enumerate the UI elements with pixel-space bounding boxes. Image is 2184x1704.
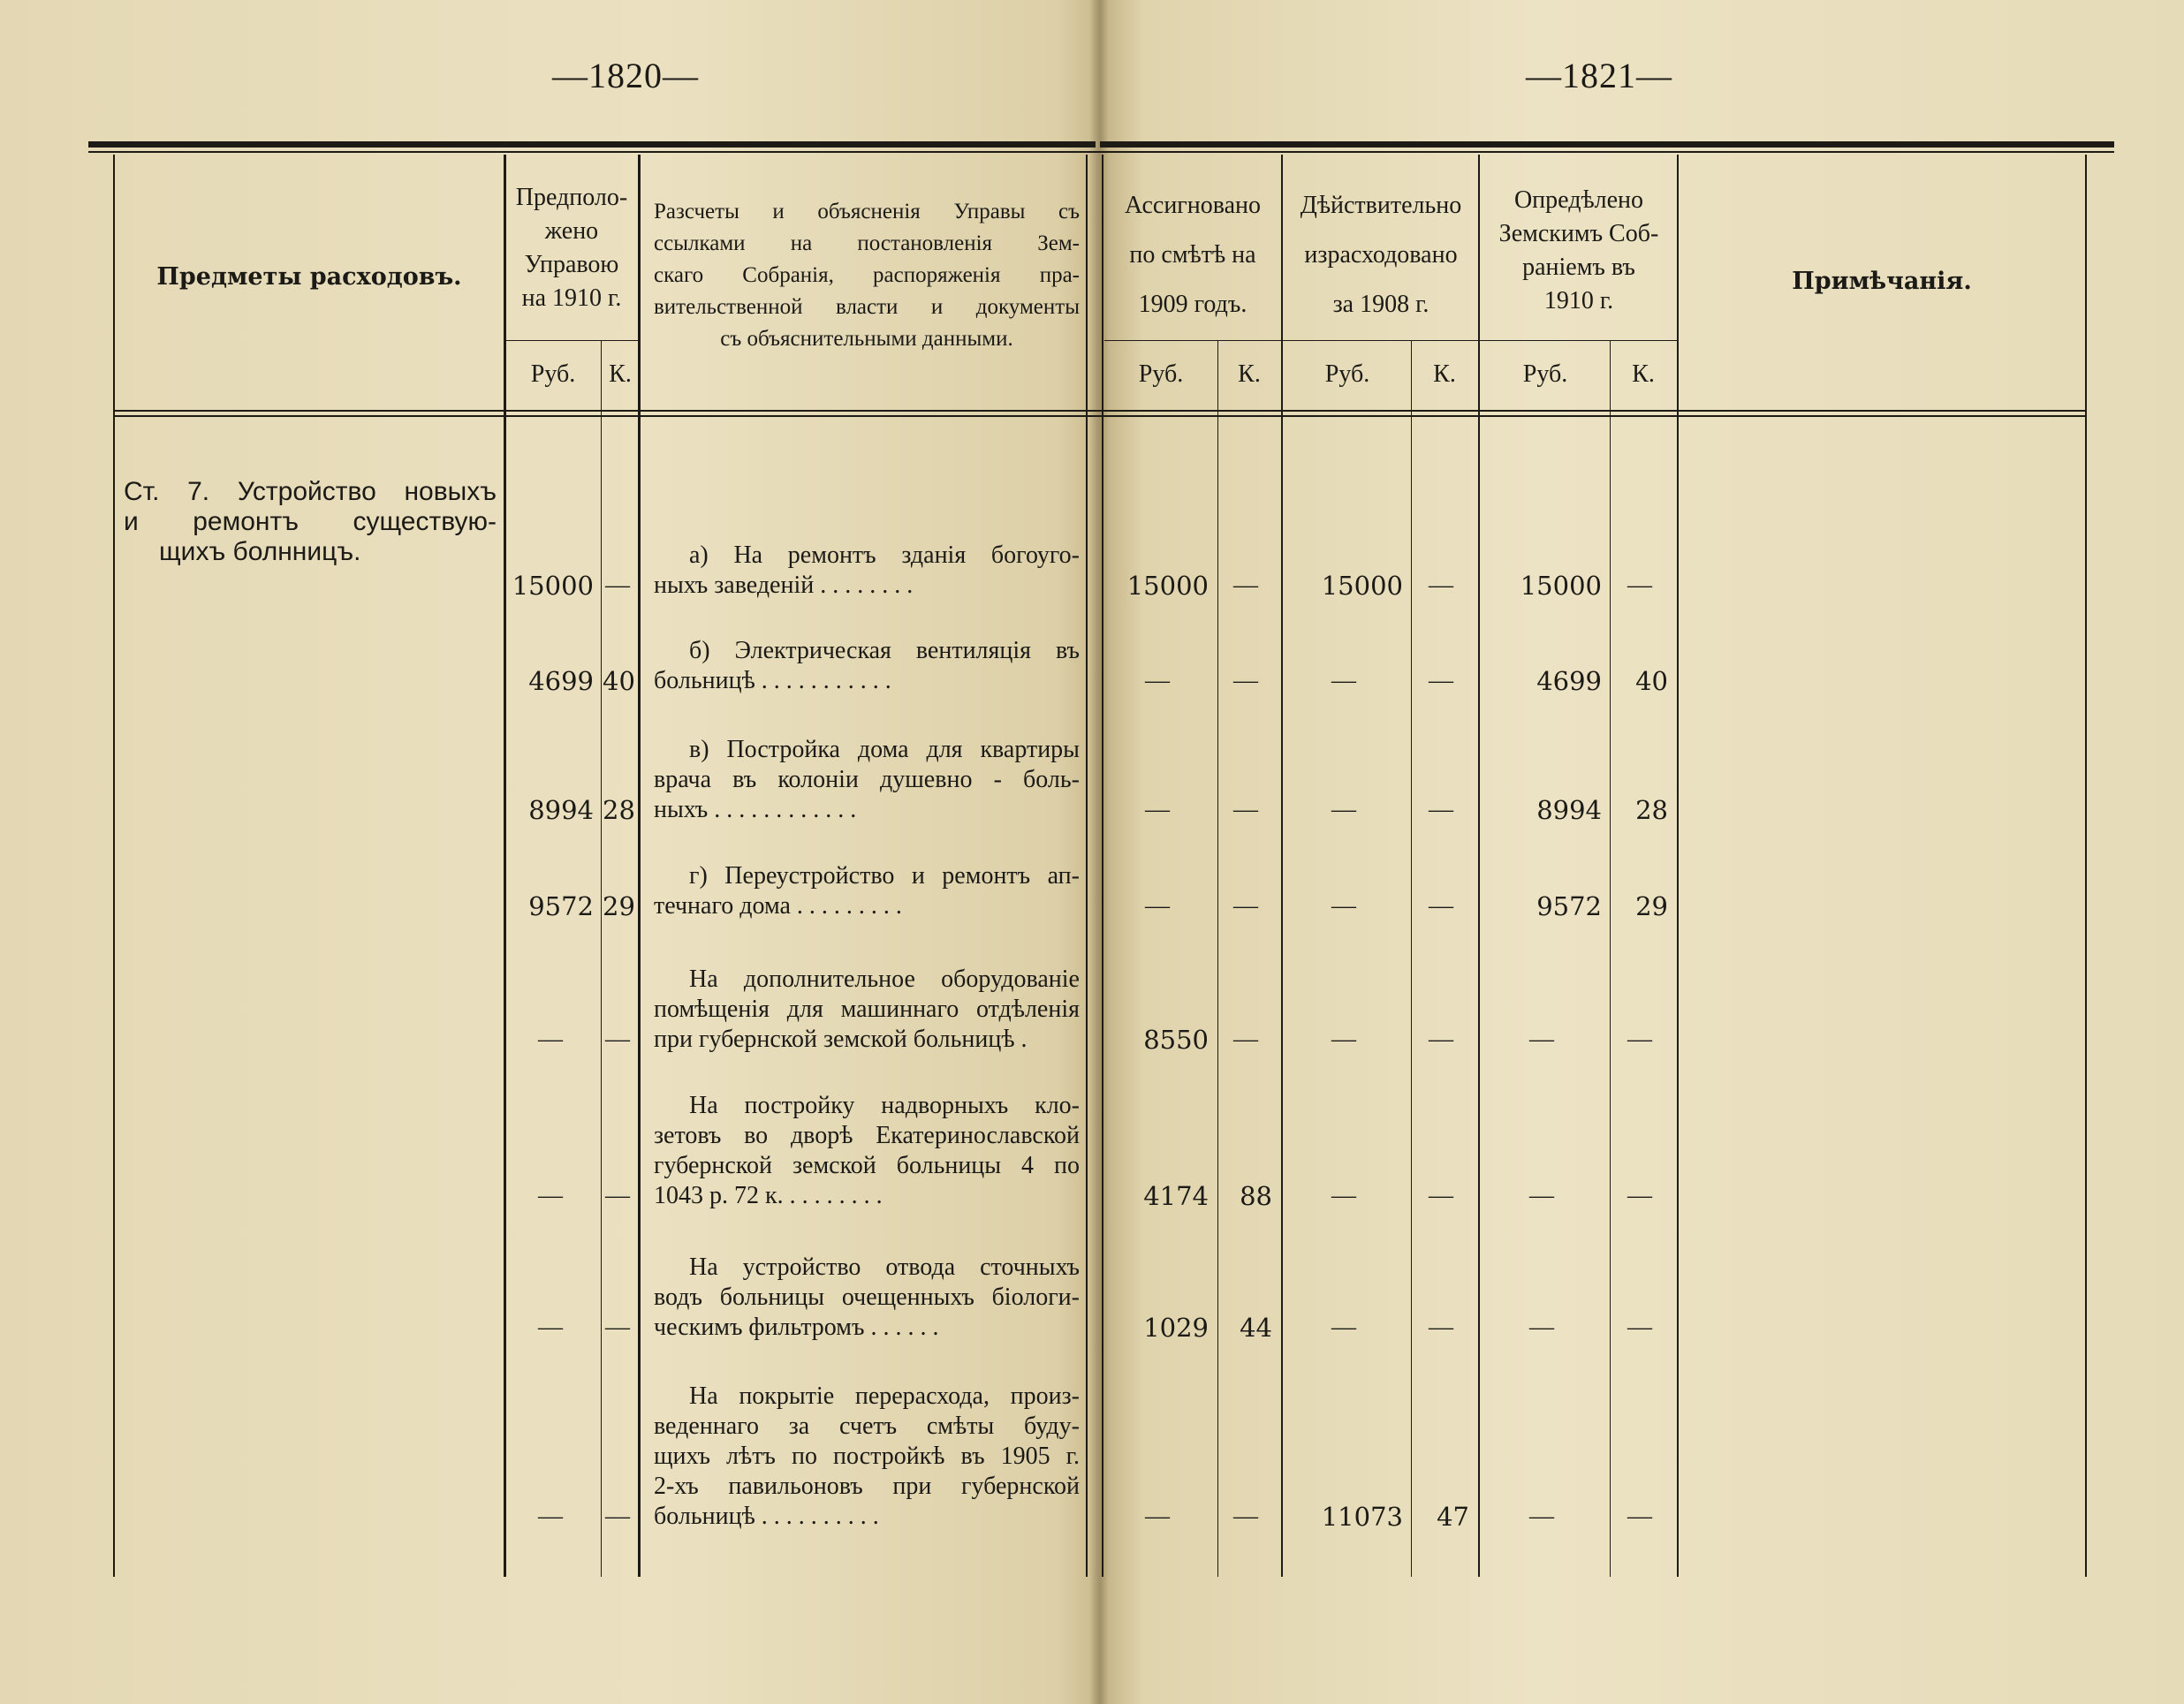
row-value-s-kop: — <box>1429 1182 1453 1209</box>
row-description-line: б) Электрическая вентиляція въ <box>689 637 1080 664</box>
article-line: Ст. 7. Устройство новыхъ <box>124 477 497 506</box>
header-kop: К. <box>1238 360 1261 388</box>
row-value-d-rub: — <box>1529 1026 1554 1053</box>
right-page-number: —1821— <box>1526 56 1672 95</box>
header-rule-1 <box>115 410 2085 412</box>
row-value-p-kop: 40 <box>603 666 635 696</box>
row-description-line: при губернской земской больницѣ . <box>654 1026 1028 1053</box>
col-rule <box>1411 340 1412 1577</box>
row-value-p-rub: 9572 <box>528 891 594 921</box>
row-value-s-kop: — <box>1429 1026 1453 1053</box>
header-kop: К. <box>609 360 632 388</box>
row-value-p-rub: — <box>538 1026 563 1053</box>
row-description-line: врача въ колоніи душевно - боль- <box>654 766 1080 793</box>
row-description-line: На покрытіе перерасхода, произ- <box>689 1382 1080 1410</box>
row-value-s-kop: 47 <box>1437 1502 1469 1532</box>
header-proposed <box>507 181 636 315</box>
header-spent-line: Дѣйствительно <box>1300 192 1462 219</box>
row-value-d-rub: — <box>1529 1314 1554 1341</box>
header-rule-2 <box>115 415 2085 417</box>
row-value-a-kop: 44 <box>1240 1313 1272 1343</box>
row-value-d-rub: 15000 <box>1520 571 1602 601</box>
row-value-d-rub: 4699 <box>1536 666 1602 696</box>
col-rule <box>504 155 506 1577</box>
row-description-line: течнаго дома . . . . . . . . . <box>654 892 902 920</box>
row-value-p-kop: 29 <box>603 891 635 921</box>
row-value-p-rub: 4699 <box>528 666 594 696</box>
row-value-a-kop: — <box>1233 572 1258 599</box>
row-value-p-kop: — <box>605 572 630 599</box>
header-rub: Руб. <box>530 360 576 388</box>
header-calc-line: ссылками на постановленія Зем- <box>654 231 1080 255</box>
row-description-line: На постройку надворныхъ кло- <box>689 1092 1080 1119</box>
header-spent-line: израсходовано <box>1304 241 1458 269</box>
row-description-line: На дополнительное оборудованіе <box>689 966 1080 993</box>
row-description-line: г) Переустройство и ремонтъ ап- <box>689 862 1080 890</box>
col-rule <box>1610 340 1611 1577</box>
header-calculations <box>654 196 1080 355</box>
col-rule <box>601 340 602 1577</box>
row-value-p-kop: 28 <box>603 795 635 825</box>
row-value-a-rub: — <box>1145 892 1170 920</box>
row-value-a-rub: — <box>1145 1503 1170 1530</box>
row-value-s-kop: — <box>1429 572 1453 599</box>
row-value-p-kop: — <box>605 1503 630 1530</box>
row-value-d-kop: — <box>1627 1182 1652 1209</box>
article-title <box>124 477 497 567</box>
row-value-p-rub: 15000 <box>512 571 594 601</box>
col-rule <box>1217 340 1218 1577</box>
article-line: и ремонтъ существую- <box>124 507 497 536</box>
row-value-s-rub: 15000 <box>1321 571 1403 601</box>
col-rule <box>113 155 115 1577</box>
row-value-s-rub: — <box>1331 1026 1356 1053</box>
row-description-line: больницѣ . . . . . . . . . . . <box>654 667 891 694</box>
row-value-a-rub: — <box>1145 667 1170 694</box>
header-spent <box>1285 181 1477 329</box>
row-value-a-rub: 1029 <box>1143 1313 1209 1343</box>
row-value-p-kop: — <box>605 1026 630 1053</box>
row-description-line: щихъ лѣтъ по постройкѣ въ 1905 г. <box>654 1443 1080 1470</box>
header-determined-line: 1910 г. <box>1543 287 1614 314</box>
row-description-line: ческимъ фильтромъ . . . . . . <box>654 1314 939 1341</box>
header-rub: Руб. <box>1324 360 1370 388</box>
row-description-line: 1043 р. 72 к. . . . . . . . . <box>654 1182 883 1209</box>
article-line: щихъ болнницъ. <box>159 537 361 566</box>
header-calc-line: скаго Собранія, распоряженія пра- <box>654 263 1080 287</box>
col-rule <box>1478 155 1480 1577</box>
row-value-p-kop: — <box>605 1182 630 1209</box>
header-proposed-line: Предполо- <box>515 184 628 211</box>
col-rule <box>1281 155 1283 1577</box>
row-value-d-kop: — <box>1627 1026 1652 1053</box>
row-value-s-rub: — <box>1331 1314 1356 1341</box>
row-value-d-rub: — <box>1529 1182 1554 1209</box>
row-value-a-kop: — <box>1233 796 1258 823</box>
col-rule <box>638 155 641 1577</box>
header-notes: Примѣчанія. <box>1792 268 1972 295</box>
top-rule-right <box>1100 141 2114 148</box>
row-description-line: больницѣ . . . . . . . . . . <box>654 1503 879 1530</box>
row-value-a-rub: 15000 <box>1126 571 1209 601</box>
header-kop: К. <box>1433 360 1456 388</box>
header-determined-line: раніемъ въ <box>1522 254 1635 281</box>
header-assigned-line: Ассигновано <box>1124 192 1262 219</box>
header-assigned-line: по смѣтѣ на <box>1129 241 1256 269</box>
subheader-rule-left <box>505 340 640 341</box>
row-value-d-rub: — <box>1529 1503 1554 1530</box>
subheader-rule-right <box>1104 340 1677 341</box>
row-value-p-rub: — <box>538 1503 563 1530</box>
row-value-d-rub: 9572 <box>1536 891 1602 921</box>
header-proposed-line: жено <box>544 217 599 245</box>
row-value-a-kop: — <box>1233 1503 1258 1530</box>
header-rub: Руб. <box>1138 360 1184 388</box>
row-value-s-rub: — <box>1331 796 1356 823</box>
header-kop: К. <box>1632 360 1655 388</box>
row-description-line: ныхъ заведеній . . . . . . . . <box>654 572 914 599</box>
row-description-line: веденнаго за счетъ смѣты буду- <box>654 1412 1080 1440</box>
row-value-s-rub: 11073 <box>1321 1502 1403 1532</box>
row-value-a-rub: 4174 <box>1143 1181 1209 1211</box>
header-calc-line: Разсчеты и объясненія Управы съ <box>654 200 1080 223</box>
row-value-s-kop: — <box>1429 1314 1453 1341</box>
row-description-line: На устройство отвода сточныхъ <box>689 1253 1080 1281</box>
row-value-p-kop: — <box>605 1314 630 1341</box>
row-value-a-rub: — <box>1145 796 1170 823</box>
header-determined-line: Опредѣлено <box>1513 186 1644 214</box>
row-description-line: в) Постройка дома для квартиры <box>689 736 1080 763</box>
row-value-d-kop: 40 <box>1635 666 1668 696</box>
row-value-d-kop: — <box>1627 572 1652 599</box>
col-rule <box>1677 155 1679 1577</box>
header-determined <box>1482 184 1676 318</box>
header-determined-line: Земскимъ Соб- <box>1498 220 1659 247</box>
row-description-line: ныхъ . . . . . . . . . . . . <box>654 796 857 823</box>
row-value-d-rub: 8994 <box>1536 795 1602 825</box>
row-value-s-kop: — <box>1429 796 1453 823</box>
row-description-line: губернской земской больницы 4 по <box>654 1152 1080 1179</box>
col-rule <box>1102 155 1103 1577</box>
row-value-p-rub: — <box>538 1314 563 1341</box>
row-description-line: водъ больницы очещенныхъ біологи- <box>654 1284 1080 1311</box>
header-rub: Руб. <box>1522 360 1568 388</box>
header-assigned <box>1106 181 1279 329</box>
row-value-a-kop: 88 <box>1240 1181 1272 1211</box>
top-rule-left <box>88 141 1096 148</box>
row-description-line: зетовъ во дворѣ Екатеринославской <box>654 1122 1080 1149</box>
row-description-line: а) На ремонтъ зданія богоуго- <box>689 541 1080 569</box>
col-rule <box>1086 155 1088 1577</box>
row-value-a-kop: — <box>1233 892 1258 920</box>
header-spent-line: за 1908 г. <box>1332 291 1429 318</box>
row-value-a-rub: 8550 <box>1143 1025 1209 1055</box>
row-value-s-kop: — <box>1429 667 1453 694</box>
row-value-p-rub: 8994 <box>528 795 594 825</box>
row-value-s-rub: — <box>1331 892 1356 920</box>
row-value-p-rub: — <box>538 1182 563 1209</box>
top-rule-thin <box>88 151 2114 153</box>
col-rule <box>2085 155 2087 1577</box>
header-proposed-line: на 1910 г. <box>521 284 622 312</box>
row-value-d-kop: — <box>1627 1503 1652 1530</box>
row-value-s-rub: — <box>1331 667 1356 694</box>
row-value-s-kop: — <box>1429 892 1453 920</box>
header-calc-line: вительственной власти и документы <box>654 295 1080 319</box>
row-value-a-kop: — <box>1233 1026 1258 1053</box>
row-value-a-kop: — <box>1233 667 1258 694</box>
row-value-d-kop: 28 <box>1635 795 1668 825</box>
row-value-d-kop: — <box>1627 1314 1652 1341</box>
header-assigned-line: 1909 годъ. <box>1138 291 1247 318</box>
row-description-line: 2-хъ павильоновъ при губернской <box>654 1473 1080 1500</box>
header-subject: Предметы расходовъ. <box>156 263 462 291</box>
row-value-d-kop: 29 <box>1635 891 1668 921</box>
header-calc-line: съ объяснительными данными. <box>720 327 1013 351</box>
left-page-number: —1820— <box>552 56 699 95</box>
row-value-s-rub: — <box>1331 1182 1356 1209</box>
header-proposed-line: Управою <box>524 251 619 278</box>
row-description-line: помѣщенія для машиннаго отдѣленія <box>654 996 1080 1023</box>
